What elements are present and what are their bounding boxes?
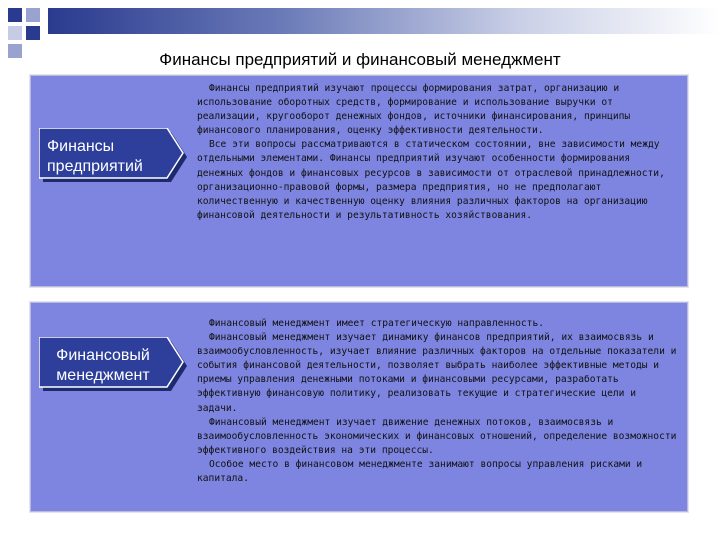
paragraph: Все эти вопросы рассматриваются в статическом состоянии, вне зависимости между отдельными элементами. Финансы предприятий изучают особенности формирования денежных фондов и финансовых ресурсов в зависимости от отраслевой принадлежности, организационно-правовой формы, размера предприятия, но не предполагают количественную и качественную оценку влияния различных факторов на организацию финансовой деятельности и результативность хозяйствования. (197, 139, 665, 221)
section-text-finance (197, 82, 679, 223)
section-label-line2: менеджмент (56, 367, 150, 384)
paragraph: Финансовый менеджмент изучает движение денежных потоков, взаимосвязь и взаимообусловленность экономических и финансовых отношений, определение возможности эффективного воздействия на эти процессы. (197, 416, 677, 456)
section-label-line1: Финансовый (56, 347, 150, 364)
paragraph: Финансовый менеджмент имеет стратегическую направленность. (209, 318, 545, 329)
section-label-line2: предприятий (47, 158, 143, 175)
paragraph: Особое место в финансовом менеджменте занимают вопросы управления рисками и капитала. (197, 458, 643, 485)
section-badge-management (39, 337, 191, 395)
section-badge-finance (39, 128, 191, 186)
section-panel-finance (30, 75, 688, 287)
section-label-line1: Финансы (47, 138, 115, 155)
decor-square-2 (26, 8, 40, 22)
section-text-management (197, 317, 679, 486)
header-gradient-bar (48, 8, 720, 34)
paragraph: Финансы предприятий изучают процессы формирования затрат, организацию и использование оборотных средств, формирование и использование выручки от реализации, кругооборот денежных фондов, источники финансирования, принципы финансового планирования, оценку эффективности деятельности. (197, 83, 631, 137)
decor-square-1 (8, 8, 22, 22)
slide-title: Финансы предприятий и финансовый менеджмент (159, 50, 561, 69)
decor-square-4 (8, 26, 22, 40)
decor-square-3 (26, 26, 40, 40)
paragraph: Финансовый менеджмент изучает динамику финансов предприятий, их взаимосвязь и взаимообусловленность, изучает влияние различных факторов на отдельные показатели и события финансовой деятельности, позволяет выбрать наиболее эффективные методы и приемы управления денежными потоками и финансовыми ресурсами, разработать эффективную финансовую политику, реализовать текущие и стратегические цели и задачи. (197, 332, 677, 414)
section-panel-management (30, 302, 688, 512)
